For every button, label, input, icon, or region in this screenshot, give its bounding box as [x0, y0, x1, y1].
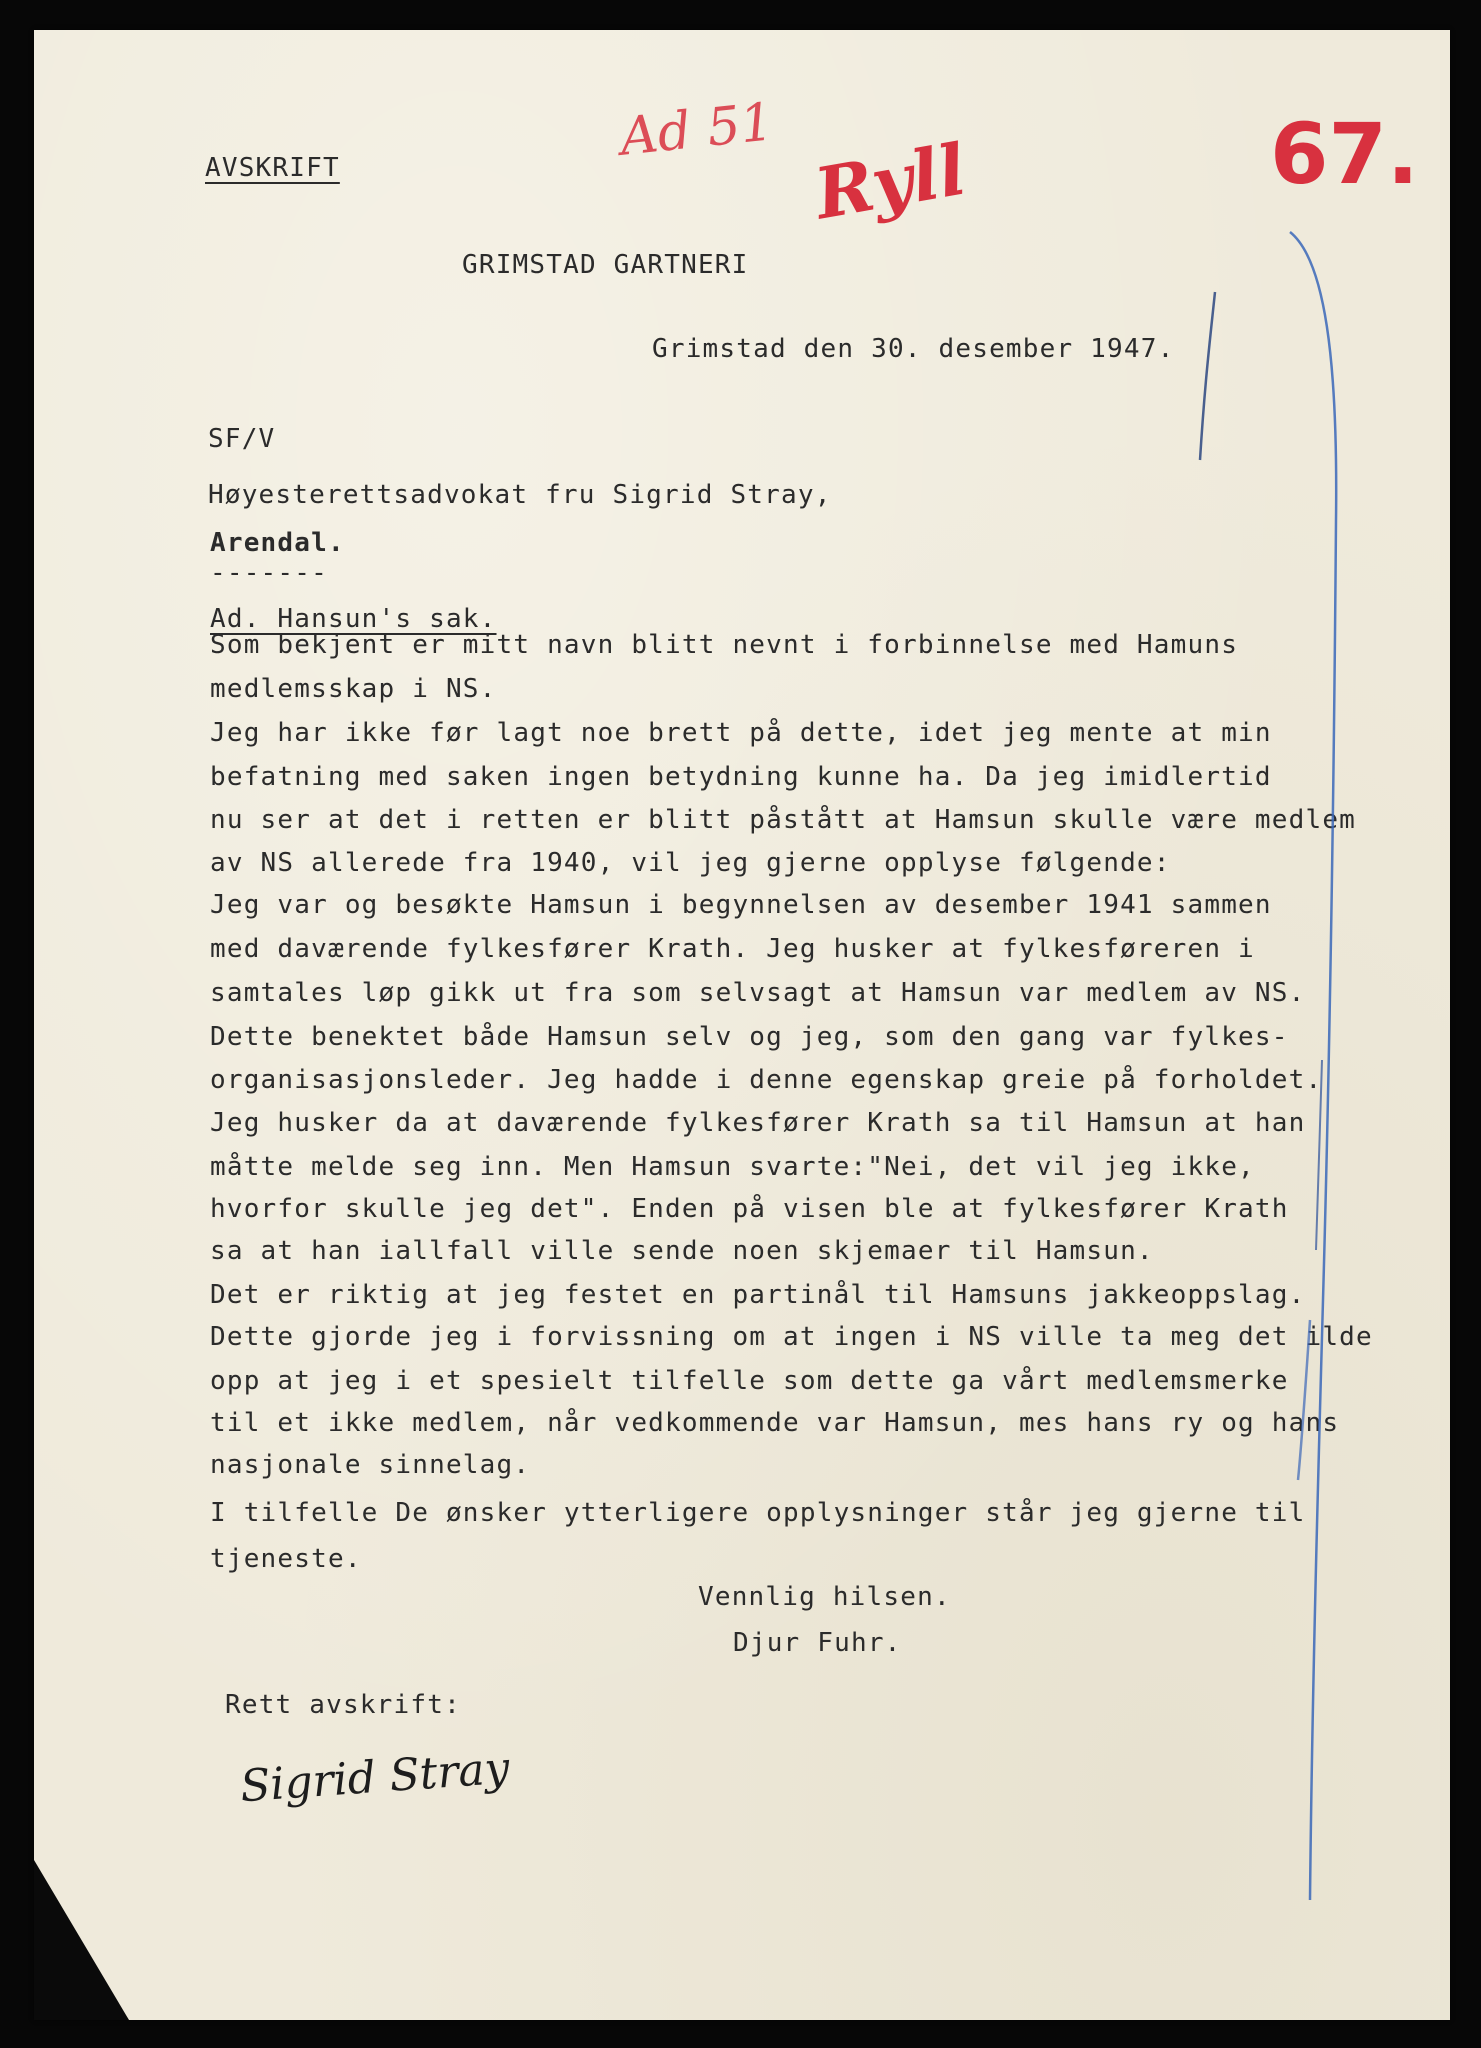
closing-line: tjeneste.	[210, 1544, 362, 1574]
body-line: Jeg var og besøkte Hamsun i begynnelsen av desember 1941 sammen	[210, 890, 1272, 920]
body-line: medlemsskap i NS.	[210, 674, 497, 704]
reference-code: SF/V	[208, 424, 276, 454]
certification-label: Rett avskrift:	[225, 1690, 461, 1720]
body-line: hvorfor skulle jeg det". Enden på visen ble at fylkesfører Krath	[210, 1194, 1289, 1224]
folded-corner	[34, 1860, 129, 2020]
body-line: Som bekjent er mitt navn blitt nevnt i forbinnelse med Hamuns	[210, 630, 1239, 660]
recipient-city: Arendal.	[210, 528, 345, 558]
recipient-rule: -------	[210, 558, 328, 588]
company-name: GRIMSTAD GARTNERI	[462, 250, 749, 280]
body-line: måtte melde seg inn. Men Hamsun svarte:"Nei, det vil jeg ikke,	[210, 1152, 1255, 1182]
document-heading: AVSKRIFT	[205, 153, 340, 183]
body-line: organisasjonsleder. Jeg hadde i denne egenskap greie på forholdet.	[210, 1065, 1323, 1095]
body-line: Dette gjorde jeg i forvissning om at ingen i NS ville ta meg det ilde	[210, 1322, 1373, 1352]
recipient-name: Høyesterettsadvokat fru Sigrid Stray,	[208, 480, 832, 510]
sender-name: Djur Fuhr.	[733, 1628, 902, 1658]
body-line: nu ser at det i retten er blitt påstått at Hamsun skulle være medlem	[210, 805, 1357, 835]
handwritten-signature: Sigrid Stray	[238, 1742, 512, 1813]
closing-line: I tilfelle De ønsker ytterligere opplysninger står jeg gjerne til	[210, 1498, 1306, 1528]
body-line: sa at han iallfall ville sende noen skjemaer til Hamsun.	[210, 1236, 1154, 1266]
body-line: Det er riktig at jeg festet en partinål til Hamsuns jakkeoppslag.	[210, 1280, 1306, 1310]
body-line: med daværende fylkesfører Krath. Jeg husker at fylkesføreren i	[210, 934, 1255, 964]
body-line: Jeg husker da at daværende fylkesfører Krath sa til Hamsun at han	[210, 1108, 1306, 1138]
body-line: til et ikke medlem, når vedkommende var Hamsun, mes hans ry og hans	[210, 1408, 1340, 1438]
body-line: nasjonale sinnelag.	[210, 1450, 531, 1480]
body-line: Jeg har ikke før lagt noe brett på dette, idet jeg mente at min	[210, 718, 1272, 748]
subject-line: Ad. Hansun's sak.	[210, 604, 497, 634]
body-line: befatning med saken ingen betydning kunne ha. Da jeg imidlertid	[210, 762, 1272, 792]
body-line: av NS allerede fra 1940, vil jeg gjerne opplyse følgende:	[210, 848, 1171, 878]
page-number: 67.	[1270, 105, 1419, 203]
archive-mark: Ad 51	[617, 92, 777, 168]
body-line: samtales løp gikk ut fra som selvsagt at Hamsun var medlem av NS.	[210, 978, 1306, 1008]
red-pencil-mark: Ryll	[808, 127, 972, 236]
body-line: Dette benektet både Hamsun selv og jeg, som den gang var fylkes-	[210, 1022, 1289, 1052]
greeting: Vennlig hilsen.	[698, 1582, 951, 1612]
date-line: Grimstad den 30. desember 1947.	[652, 334, 1175, 364]
body-line: opp at jeg i et spesielt tilfelle som dette ga vårt medlemsmerke	[210, 1366, 1289, 1396]
